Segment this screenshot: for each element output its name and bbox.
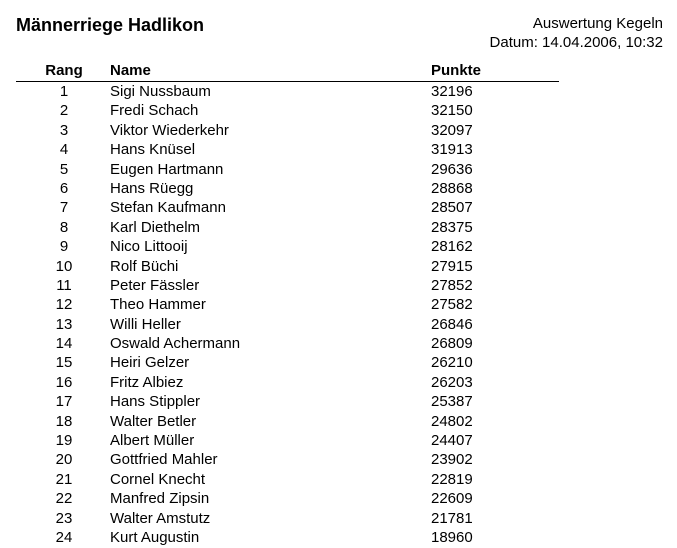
points-cell: 32196 bbox=[431, 83, 473, 100]
report-date: Datum: 14.04.2006, 10:32 bbox=[489, 34, 663, 51]
points-cell: 27915 bbox=[431, 257, 473, 275]
table-row bbox=[0, 101, 677, 120]
name-cell: Sigi Nussbaum bbox=[110, 83, 211, 100]
table-row bbox=[0, 160, 677, 179]
name-cell: Hans Stippler bbox=[110, 393, 201, 411]
name-cell: Oswald Achermann bbox=[110, 335, 241, 353]
points-cell: 24802 bbox=[431, 412, 473, 430]
name-cell: Walter Amstutz bbox=[110, 509, 211, 527]
name-cell: Hans Rüegg bbox=[110, 179, 194, 197]
name-cell: Viktor Wiederkehr bbox=[110, 121, 229, 139]
table-row bbox=[0, 257, 677, 276]
name-cell: Hans Knüsel bbox=[110, 141, 196, 159]
rank-cell: 16 bbox=[55, 373, 73, 391]
rank-cell: 6 bbox=[59, 179, 69, 197]
report-info bbox=[490, 14, 663, 52]
table-row bbox=[0, 295, 677, 314]
points-cell: 24407 bbox=[431, 432, 473, 450]
column-header-points: Punkte bbox=[431, 62, 482, 79]
table-row bbox=[0, 373, 677, 392]
column-header-name: Name bbox=[110, 62, 151, 79]
rank-cell: 21 bbox=[55, 470, 73, 488]
table-row bbox=[0, 334, 677, 353]
rank-cell: 23 bbox=[55, 509, 73, 527]
rank-cell: 22 bbox=[55, 490, 73, 508]
points-cell: 25387 bbox=[431, 393, 473, 411]
table-row bbox=[0, 431, 677, 450]
name-cell: Eugen Hartmann bbox=[110, 160, 224, 178]
name-cell: Manfred Zipsin bbox=[110, 490, 210, 508]
table-row bbox=[0, 140, 677, 159]
name-cell: Theo Hammer bbox=[110, 296, 206, 314]
rank-cell: 19 bbox=[55, 432, 73, 450]
name-cell: Fritz Albiez bbox=[110, 373, 184, 391]
rank-cell: 1 bbox=[59, 83, 69, 100]
points-cell: 23902 bbox=[431, 451, 473, 469]
name-cell: Gottfried Mahler bbox=[110, 451, 218, 469]
table-row bbox=[0, 82, 677, 101]
column-header-rank: Rang bbox=[45, 62, 83, 79]
rank-cell: 17 bbox=[55, 393, 73, 411]
rank-cell: 10 bbox=[55, 257, 73, 275]
name-cell: Willi Heller bbox=[110, 315, 181, 333]
name-cell: Nico Littooij bbox=[110, 238, 188, 256]
points-cell: 29636 bbox=[431, 160, 473, 178]
rank-cell: 24 bbox=[55, 528, 73, 546]
table-row bbox=[0, 392, 677, 411]
ranking-table bbox=[0, 82, 677, 547]
name-cell: Walter Betler bbox=[110, 412, 197, 430]
name-cell: Peter Fässler bbox=[110, 276, 200, 294]
name-cell: Albert Müller bbox=[110, 432, 195, 450]
points-cell: 21781 bbox=[431, 509, 473, 527]
rank-cell: 5 bbox=[59, 160, 69, 178]
rank-cell: 2 bbox=[59, 102, 69, 120]
points-cell: 32150 bbox=[431, 102, 473, 120]
name-cell: Cornel Knecht bbox=[110, 470, 206, 488]
points-cell: 22819 bbox=[431, 470, 473, 488]
rank-cell: 14 bbox=[55, 335, 73, 353]
points-cell: 26203 bbox=[431, 373, 473, 391]
name-cell: Rolf Büchi bbox=[110, 257, 179, 275]
table-row bbox=[0, 353, 677, 372]
points-cell: 31913 bbox=[431, 141, 473, 159]
name-cell: Fredi Schach bbox=[110, 102, 199, 120]
points-cell: 27852 bbox=[431, 276, 473, 294]
table-row bbox=[0, 218, 677, 237]
table-row bbox=[0, 315, 677, 334]
rank-cell: 8 bbox=[59, 218, 69, 236]
rank-cell: 7 bbox=[59, 199, 69, 217]
points-cell: 27582 bbox=[431, 296, 473, 314]
points-cell: 26846 bbox=[431, 315, 473, 333]
points-cell: 18960 bbox=[431, 528, 473, 546]
rank-cell: 20 bbox=[55, 451, 73, 469]
points-cell: 26809 bbox=[431, 335, 473, 353]
page-title: Männerriege Hadlikon bbox=[16, 15, 205, 35]
rank-cell: 3 bbox=[59, 121, 69, 139]
rank-cell: 9 bbox=[59, 238, 69, 256]
points-cell: 28868 bbox=[431, 179, 473, 197]
rank-cell: 13 bbox=[55, 315, 73, 333]
points-cell: 28507 bbox=[431, 199, 473, 217]
table-row bbox=[0, 198, 677, 217]
table-row bbox=[0, 121, 677, 140]
table-row bbox=[0, 237, 677, 256]
points-cell: 22609 bbox=[431, 490, 473, 508]
rank-cell: 4 bbox=[59, 141, 69, 159]
points-cell: 32097 bbox=[431, 121, 473, 139]
points-cell: 28375 bbox=[431, 218, 473, 236]
rank-cell: 15 bbox=[55, 354, 73, 372]
table-row bbox=[0, 470, 677, 489]
table-row bbox=[0, 509, 677, 528]
rank-cell: 18 bbox=[55, 412, 73, 430]
name-cell: Stefan Kaufmann bbox=[110, 199, 226, 217]
report-name: Auswertung Kegeln bbox=[532, 15, 663, 32]
points-cell: 26210 bbox=[431, 354, 473, 372]
table-row bbox=[0, 528, 677, 547]
points-cell: 28162 bbox=[431, 238, 473, 256]
table-row bbox=[0, 412, 677, 431]
rank-cell: 12 bbox=[55, 296, 73, 314]
table-row bbox=[0, 276, 677, 295]
name-cell: Karl Diethelm bbox=[110, 218, 201, 236]
table-row bbox=[0, 179, 677, 198]
name-cell: Kurt Augustin bbox=[110, 528, 200, 546]
name-cell: Heiri Gelzer bbox=[110, 354, 190, 372]
table-row bbox=[0, 489, 677, 508]
table-row bbox=[0, 450, 677, 469]
rank-cell: 11 bbox=[56, 276, 72, 294]
